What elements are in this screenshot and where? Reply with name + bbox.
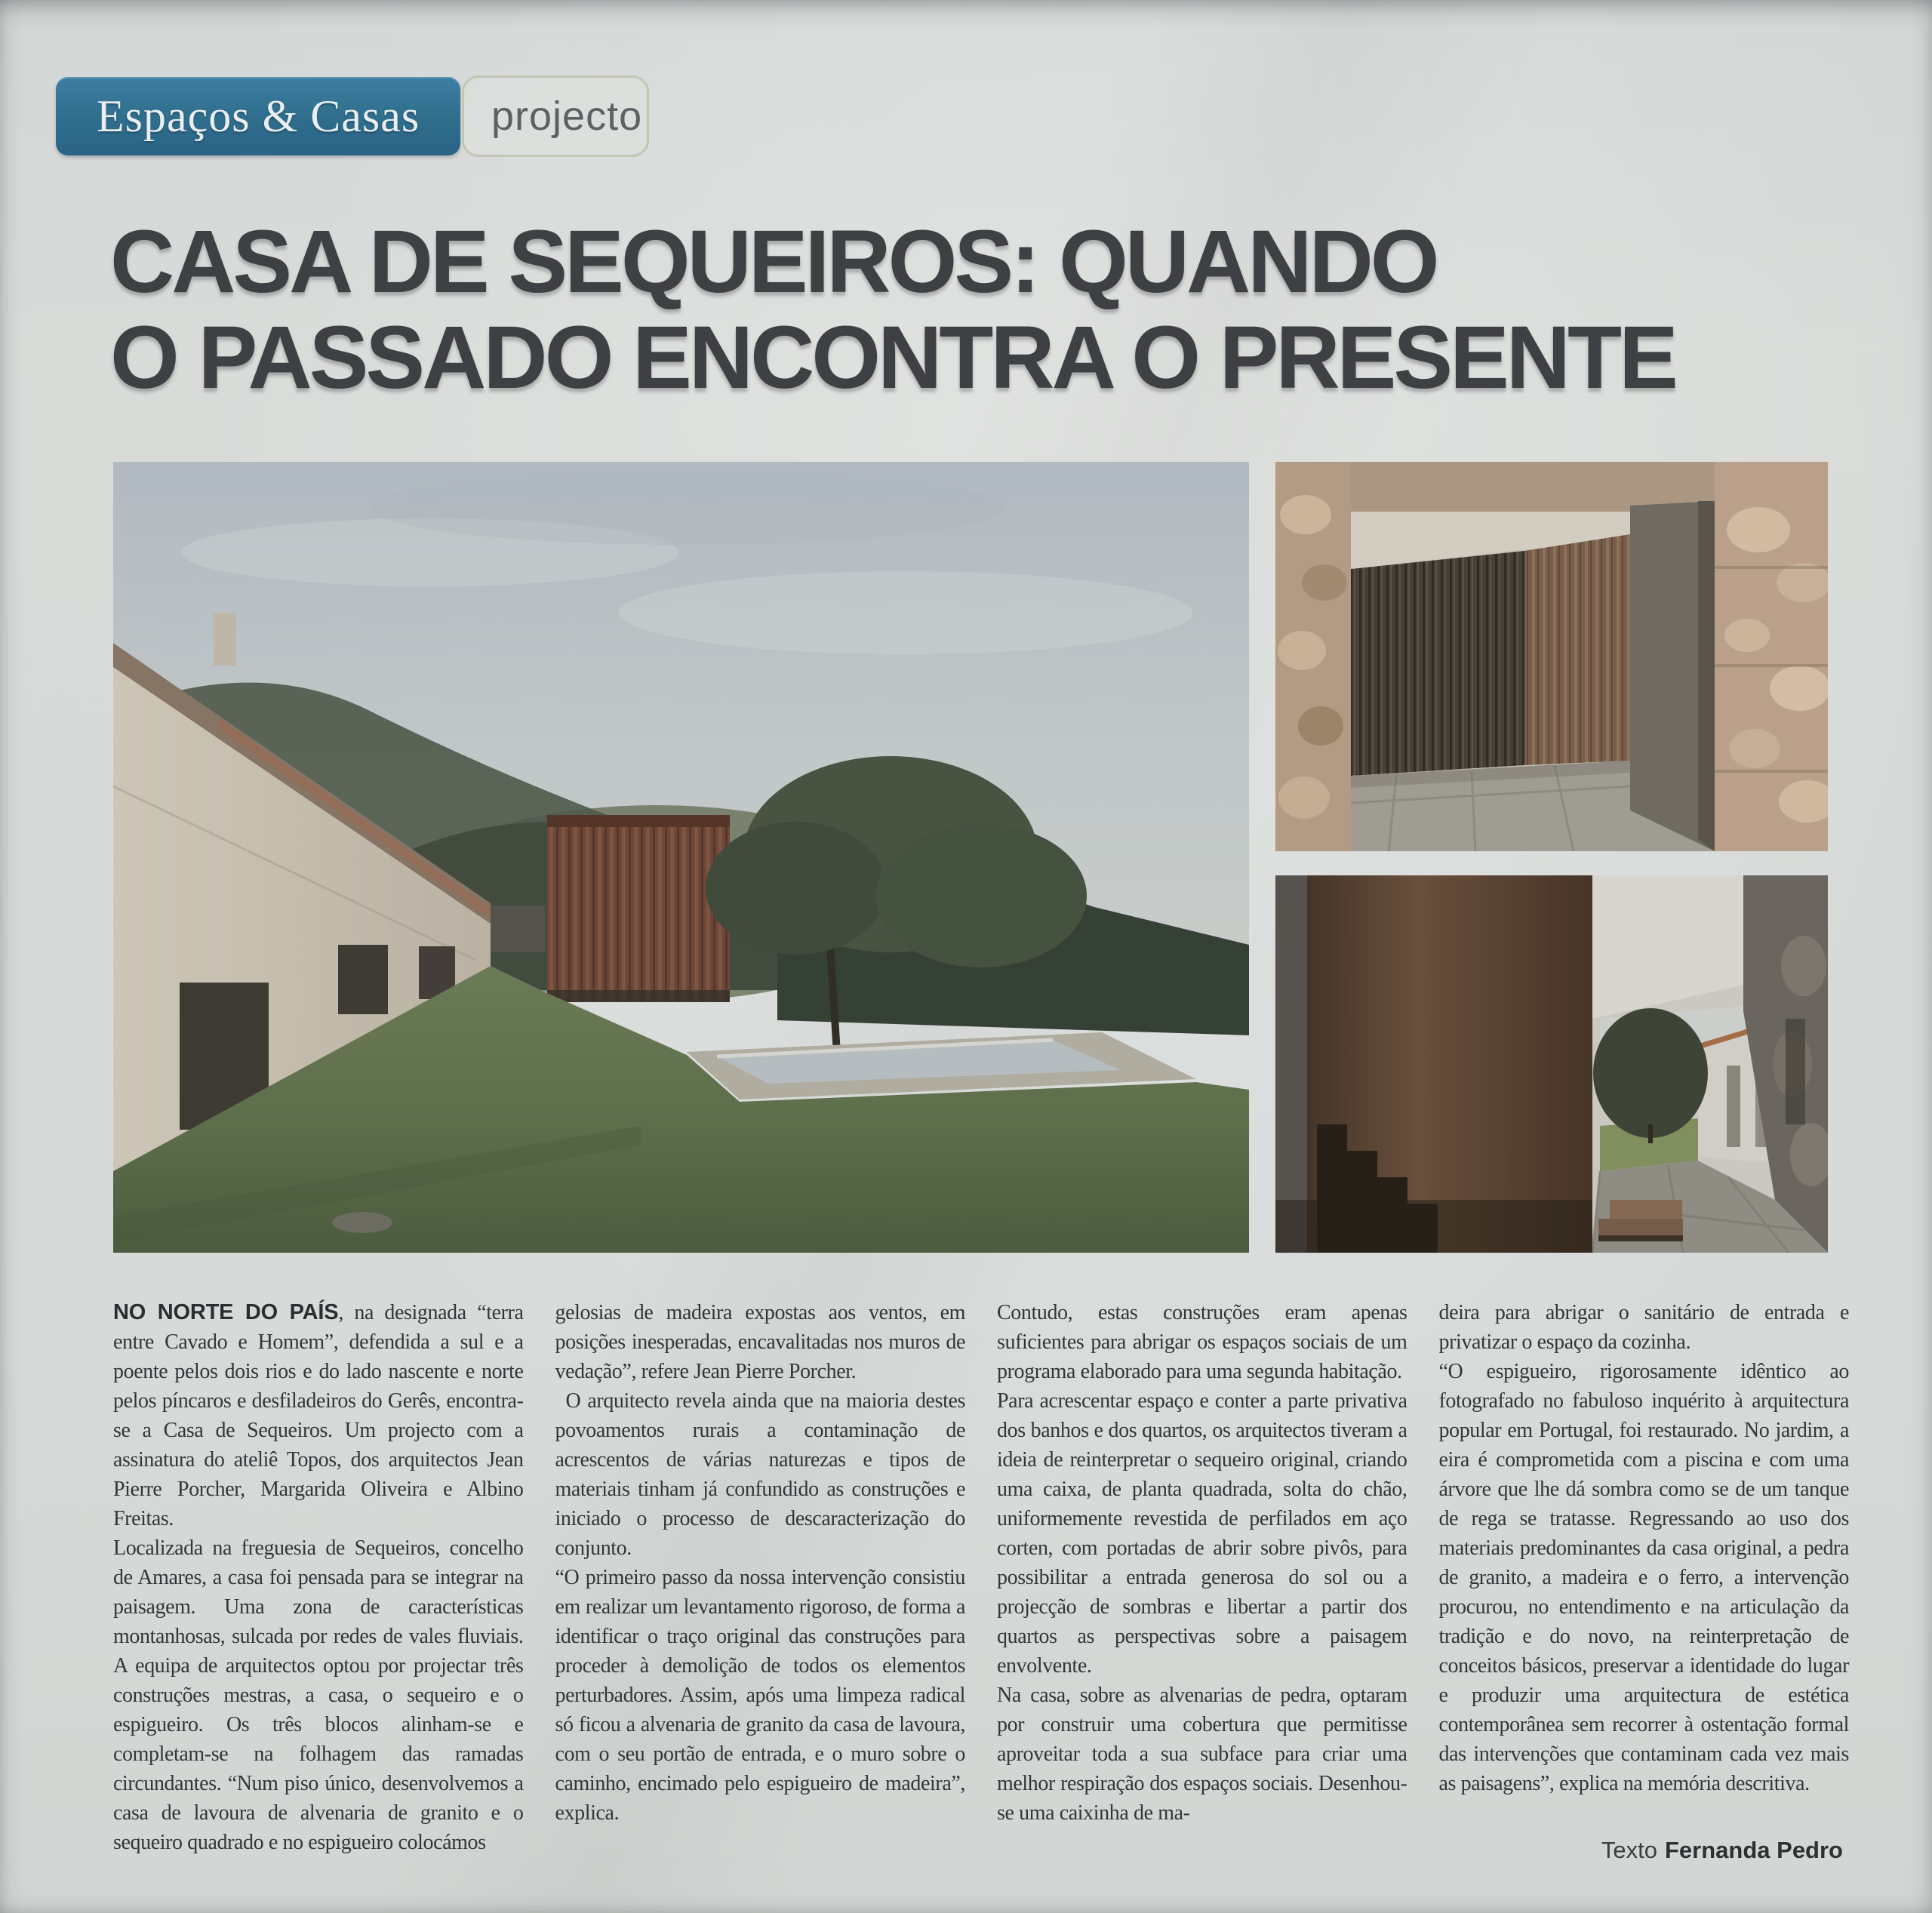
main-photo-art <box>113 462 1249 1253</box>
cloud <box>619 571 1192 654</box>
byline-author: Fernanda Pedro <box>1665 1837 1843 1863</box>
headline-line1: CASA DE SEQUEIROS: QUANDO <box>110 212 1437 312</box>
passageway <box>491 906 545 952</box>
paragraph: gelosias de madeira expostas aos ventos, em posições inesperadas, encavalitadas nos muros de vedação”, refere Jean Pierre Porcher. <box>555 1301 965 1383</box>
paragraph: Localizada na freguesia de Sequeiros, concelho de Amares, a casa foi pensada para se integrar na paisagem. Uma zona de características montanhosas, sulcada por redes de vales fluviais. A equipa de arquitectos optou por projectar três construções mestras, a casa, o sequeiro e o espigueiro. Os três blocos alinham-se e completam-se na folhagem das ramadas circundantes. “Num piso único, desenvolvemos a casa de lavoura de alvenaria de granito e o sequeiro quadrado e no espigueiro colocámos <box>113 1536 524 1854</box>
paragraph: Para acrescentar espaço e conter a parte privativa dos banhos e dos quartos, os arquitectos tiveram a ideia de reinterpretar o sequeiro original, criando uma caixa, de planta quadrada, solta do chão, uniformemente revestida de perfilados em aço corten, com portadas de abrir sobre pivôs, para possibilitar a entrada generosa do sol ou a projecção de sombras e libertar a partir dos quartos as perspectivas sobre a paisagem envolvente. <box>997 1389 1407 1678</box>
text-column-4 <box>1439 1298 1850 1857</box>
entry-steps <box>1598 1200 1683 1241</box>
section-badge-label: Espaços & Casas <box>97 91 420 141</box>
photo-gallery-walkway <box>1275 875 1828 1253</box>
dark-slat-wall <box>1351 551 1524 776</box>
paragraph-text: , na designada “terra entre Cavado e Homem”, defendida a sul e a poente pelos dois rios e do lado nascente e norte pelos píncaros e desfiladeiros do Gerês, encontra-se a Casa de Sequeiros. Um projecto com a assinatura do ateliê Topos, dos arquitectos Jean Pierre Porcher, Margarida Oliveira e Albino Freitas. <box>113 1301 524 1530</box>
gallery-photo-art <box>1275 875 1828 1253</box>
paragraph: deira para abrigar o sanitário de entrada e privatizar o espaço da cozinha. <box>1438 1301 1849 1354</box>
stone-on-grass <box>332 1212 392 1233</box>
paragraph: Contudo, estas construções eram apenas suficientes para abrigar os espaços sociais de um programa elaborado para uma segunda habitação. <box>997 1301 1407 1383</box>
section-badge <box>56 77 460 155</box>
light-slat-wall <box>1524 534 1630 765</box>
text-column-1 <box>113 1298 524 1857</box>
right-stone-pillar <box>1715 462 1828 851</box>
byline <box>1601 1837 1843 1864</box>
article-body <box>113 1298 1849 1857</box>
left-stone-pillar <box>1275 462 1351 851</box>
paragraph: Na casa, sobre as alvenarias de pedra, optaram por construir uma cobertura que permitisse aproveitar toda a sua subface para criar uma melhor respiração dos espaços sociais. Desenhou-se uma caixinha de ma- <box>997 1684 1407 1825</box>
tab-projecto-label: projecto <box>491 94 643 139</box>
pillar-shade <box>1698 501 1715 851</box>
main-photo-house-exterior <box>113 462 1249 1253</box>
photo-courtyard-slats <box>1275 462 1828 851</box>
text-column-3 <box>997 1298 1407 1857</box>
paragraph: “O primeiro passo da nossa intervenção consistiu em realizar um levantamento rigoroso, de forma a identificar o traço original das construções para proceder à demolição de todos os elementos perturbadores. Assim, após uma limpeza radical só ficou a alvenaria de granito da casa de lavoura, com o seu portão de entrada, e o muro sobre o caminho, encimado pelo espigueiro de madeira”, explica. <box>555 1566 965 1825</box>
text-column-2 <box>555 1298 966 1857</box>
corten-cube <box>547 815 730 1002</box>
byline-prefix: Texto <box>1601 1837 1657 1863</box>
lead-in: NO NORTE DO PAÍS <box>113 1300 339 1324</box>
paragraph <box>113 1298 524 1533</box>
headline-line2: O PASSADO ENCONTRA O PRESENTE <box>110 308 1675 408</box>
tab-projecto <box>462 75 649 157</box>
article-headline <box>110 214 1861 406</box>
courtyard-photo-art <box>1275 462 1828 851</box>
paragraph: O arquitecto revela ainda que na maioria destes povoamentos rurais a contaminação de acrescentos de várias naturezas e tipos de materiais tinham já confundido as construções e iniciado o processo de descaracterização do conjunto. <box>555 1389 965 1560</box>
cloud <box>370 469 1004 545</box>
paragraph: “O espigueiro, rigorosamente idêntico ao fotografado no fabuloso inquérito à arquitectura popular em Portugal, foi restaurado. No jardim, a eira é comprometida com a piscina e com uma árvore que lhe dá sombra como se de um tanque de rega se tratasse. Regressando ao uso dos materiais predominantes da casa original, a pedra de granito, a madeira e o ferro, a intervenção procurou, no entendimento e na articulação da tradição e do novo, na reinterpretação de conceitos básicos, preservar a identidade do lugar e produzir uma arquitectura de estética contemporânea sem recorrer à ostentação formal das intervenções que contaminam cada vez mais as paisagens”, explica na memória descritiva. <box>1438 1360 1849 1795</box>
